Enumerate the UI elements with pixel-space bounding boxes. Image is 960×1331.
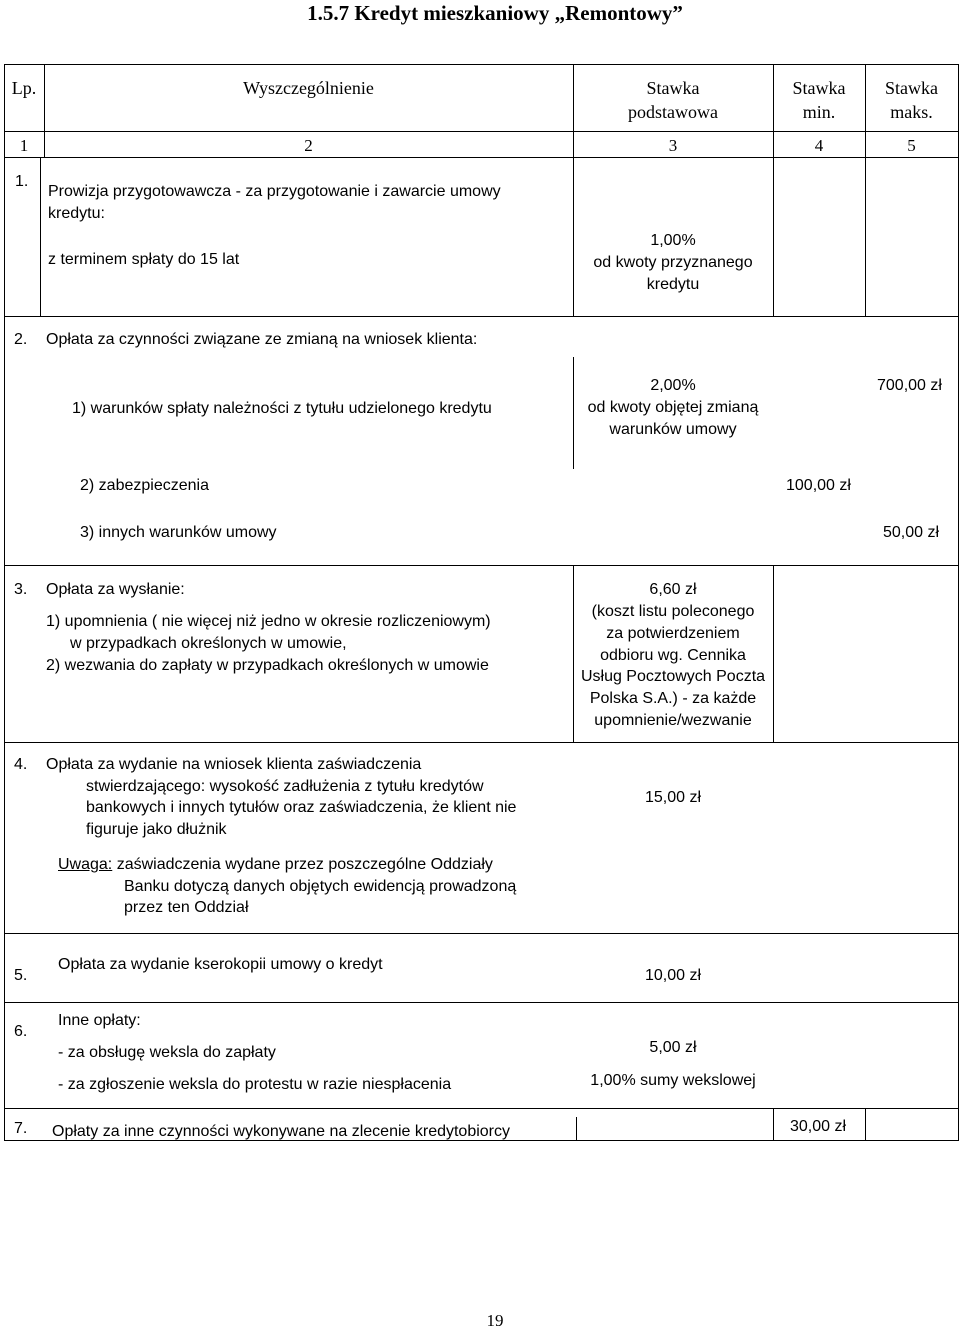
row2-item1: 1) warunków spłaty należności z tytułu udzielonego kredytu — [72, 400, 492, 417]
row5-title: Opłata za wydanie kserokopii umowy o kredyt — [58, 956, 383, 973]
row2-item3-max: 50,00 zł — [883, 524, 940, 541]
row2-title: Opłata za czynności związane ze zmianą na wniosek klienta: — [46, 331, 478, 348]
row3-rate-3: za potwierdzeniem — [606, 625, 740, 642]
row2-item1-rate-2: od kwoty objętej zmianą — [587, 399, 759, 416]
row4-title-2-rest: : wysokość zadłużenia z tytułu kredytów — [200, 778, 484, 795]
row5-rate: 10,00 zł — [644, 967, 702, 984]
row4-note-2: Banku dotyczą danych objętych ewidencją prowadzoną — [124, 878, 517, 895]
row7-lp: 7. — [14, 1120, 28, 1137]
row4-title-3: bankowych i innych tytułów oraz zaświadczenia, że klient nie — [86, 799, 517, 816]
row6-item1-rate: 5,00 zł — [649, 1039, 697, 1056]
row4-title-2-bold: stwierdzającego — [86, 778, 201, 795]
row4-note-1 — [58, 855, 493, 875]
header-stawka-min-2: min. — [802, 102, 836, 122]
row3-lp: 3. — [14, 581, 28, 598]
column-number-1: 1 — [19, 136, 29, 155]
column-number-5: 5 — [907, 136, 916, 155]
row1-lp: 1. — [15, 173, 29, 190]
row3-rate-7: upomnienie/wezwanie — [594, 712, 752, 729]
column-number-3: 3 — [668, 136, 678, 155]
row4-rate: 15,00 zł — [644, 789, 702, 806]
row1-rate-2: od kwoty przyznanego — [593, 254, 753, 271]
row1-rate-3: kredytu — [646, 276, 700, 293]
page-number: 19 — [486, 1311, 504, 1330]
row3-item2: 2) wezwania do zapłaty w przypadkach określonych w umowie — [46, 657, 489, 674]
row4-title-2 — [86, 777, 484, 797]
row4-title-1: Opłata za wydanie na wniosek klienta zaświadczenia — [46, 756, 422, 773]
row4-title-4: figuruje jako dłużnik — [86, 821, 227, 838]
row7-rate: 30,00 zł — [790, 1118, 847, 1135]
row1-title-1: Prowizja przygotowawcza - za przygotowanie i zawarcie umowy — [48, 183, 501, 200]
row3-rate-5: Usług Pocztowych Poczta — [580, 668, 766, 685]
row3-rate-1: 6,60 zł — [649, 581, 697, 598]
row2-item1-max: 700,00 zł — [877, 377, 942, 394]
column-number-2: 2 — [304, 136, 313, 155]
page-title: 1.5.7 Kredyt mieszkaniowy „Remontowy” — [307, 1, 683, 25]
header-stawka-maks-2: maks. — [890, 102, 933, 122]
header-stawka-podstawowa-2: podstawowa — [628, 102, 718, 122]
row6-title: Inne opłaty: — [58, 1012, 141, 1029]
row2-item1-rate-1: 2,00% — [650, 377, 696, 394]
row6-item2-rate: 1,00% sumy wekslowej — [590, 1072, 756, 1089]
row3-item1-a: 1) upomnienia ( nie więcej niż jedno w okresie rozliczeniowym) — [46, 613, 491, 630]
row4-note-1-text: zaświadczenia wydane przez poszczególne Oddziały — [112, 856, 493, 873]
row1-item: z terminem spłaty do 15 lat — [48, 251, 240, 268]
row3-title: Opłata za wysłanie: — [46, 581, 185, 598]
row6-item2: - za zgłoszenie weksla do protestu w razie niespłacenia — [58, 1076, 452, 1093]
header-wyszczegolnienie: Wyszczególnienie — [243, 78, 374, 98]
row2-item2-min: 100,00 zł — [786, 477, 851, 494]
row1-title-2: kredytu: — [48, 205, 105, 222]
row3-rate-4: odbioru wg. Cennika — [600, 647, 746, 664]
header-stawka-min-1: Stawka — [792, 78, 846, 98]
row1-rate-1: 1,00% — [650, 232, 696, 249]
row3-rate-6: Polska S.A.) - za każde — [589, 690, 757, 707]
row4-note-label: Uwaga: — [58, 856, 113, 873]
row3-rate-2: (koszt listu poleconego — [591, 603, 755, 620]
row5-lp: 5. — [14, 967, 28, 984]
row3-item1-b: w przypadkach określonych w umowie, — [70, 635, 347, 652]
row2-lp: 2. — [14, 331, 28, 348]
header-lp: Lp. — [11, 78, 37, 98]
header-stawka-podstawowa-1: Stawka — [646, 78, 700, 98]
row2-item1-rate-3: warunków umowy — [609, 421, 737, 438]
row4-lp: 4. — [14, 756, 28, 773]
row2-item2: 2) zabezpieczenia — [80, 477, 209, 494]
row7-title: Opłaty za inne czynności wykonywane na zlecenie kredytobiorcy — [52, 1123, 511, 1140]
row6-item1: - za obsługę weksla do zapłaty — [58, 1044, 276, 1061]
header-stawka-maks-1: Stawka — [885, 78, 938, 98]
row6-lp: 6. — [14, 1023, 28, 1040]
column-number-4: 4 — [814, 136, 824, 155]
row2-item3: 3) innych warunków umowy — [80, 524, 277, 541]
row4-note-3: przez ten Oddział — [124, 899, 249, 916]
